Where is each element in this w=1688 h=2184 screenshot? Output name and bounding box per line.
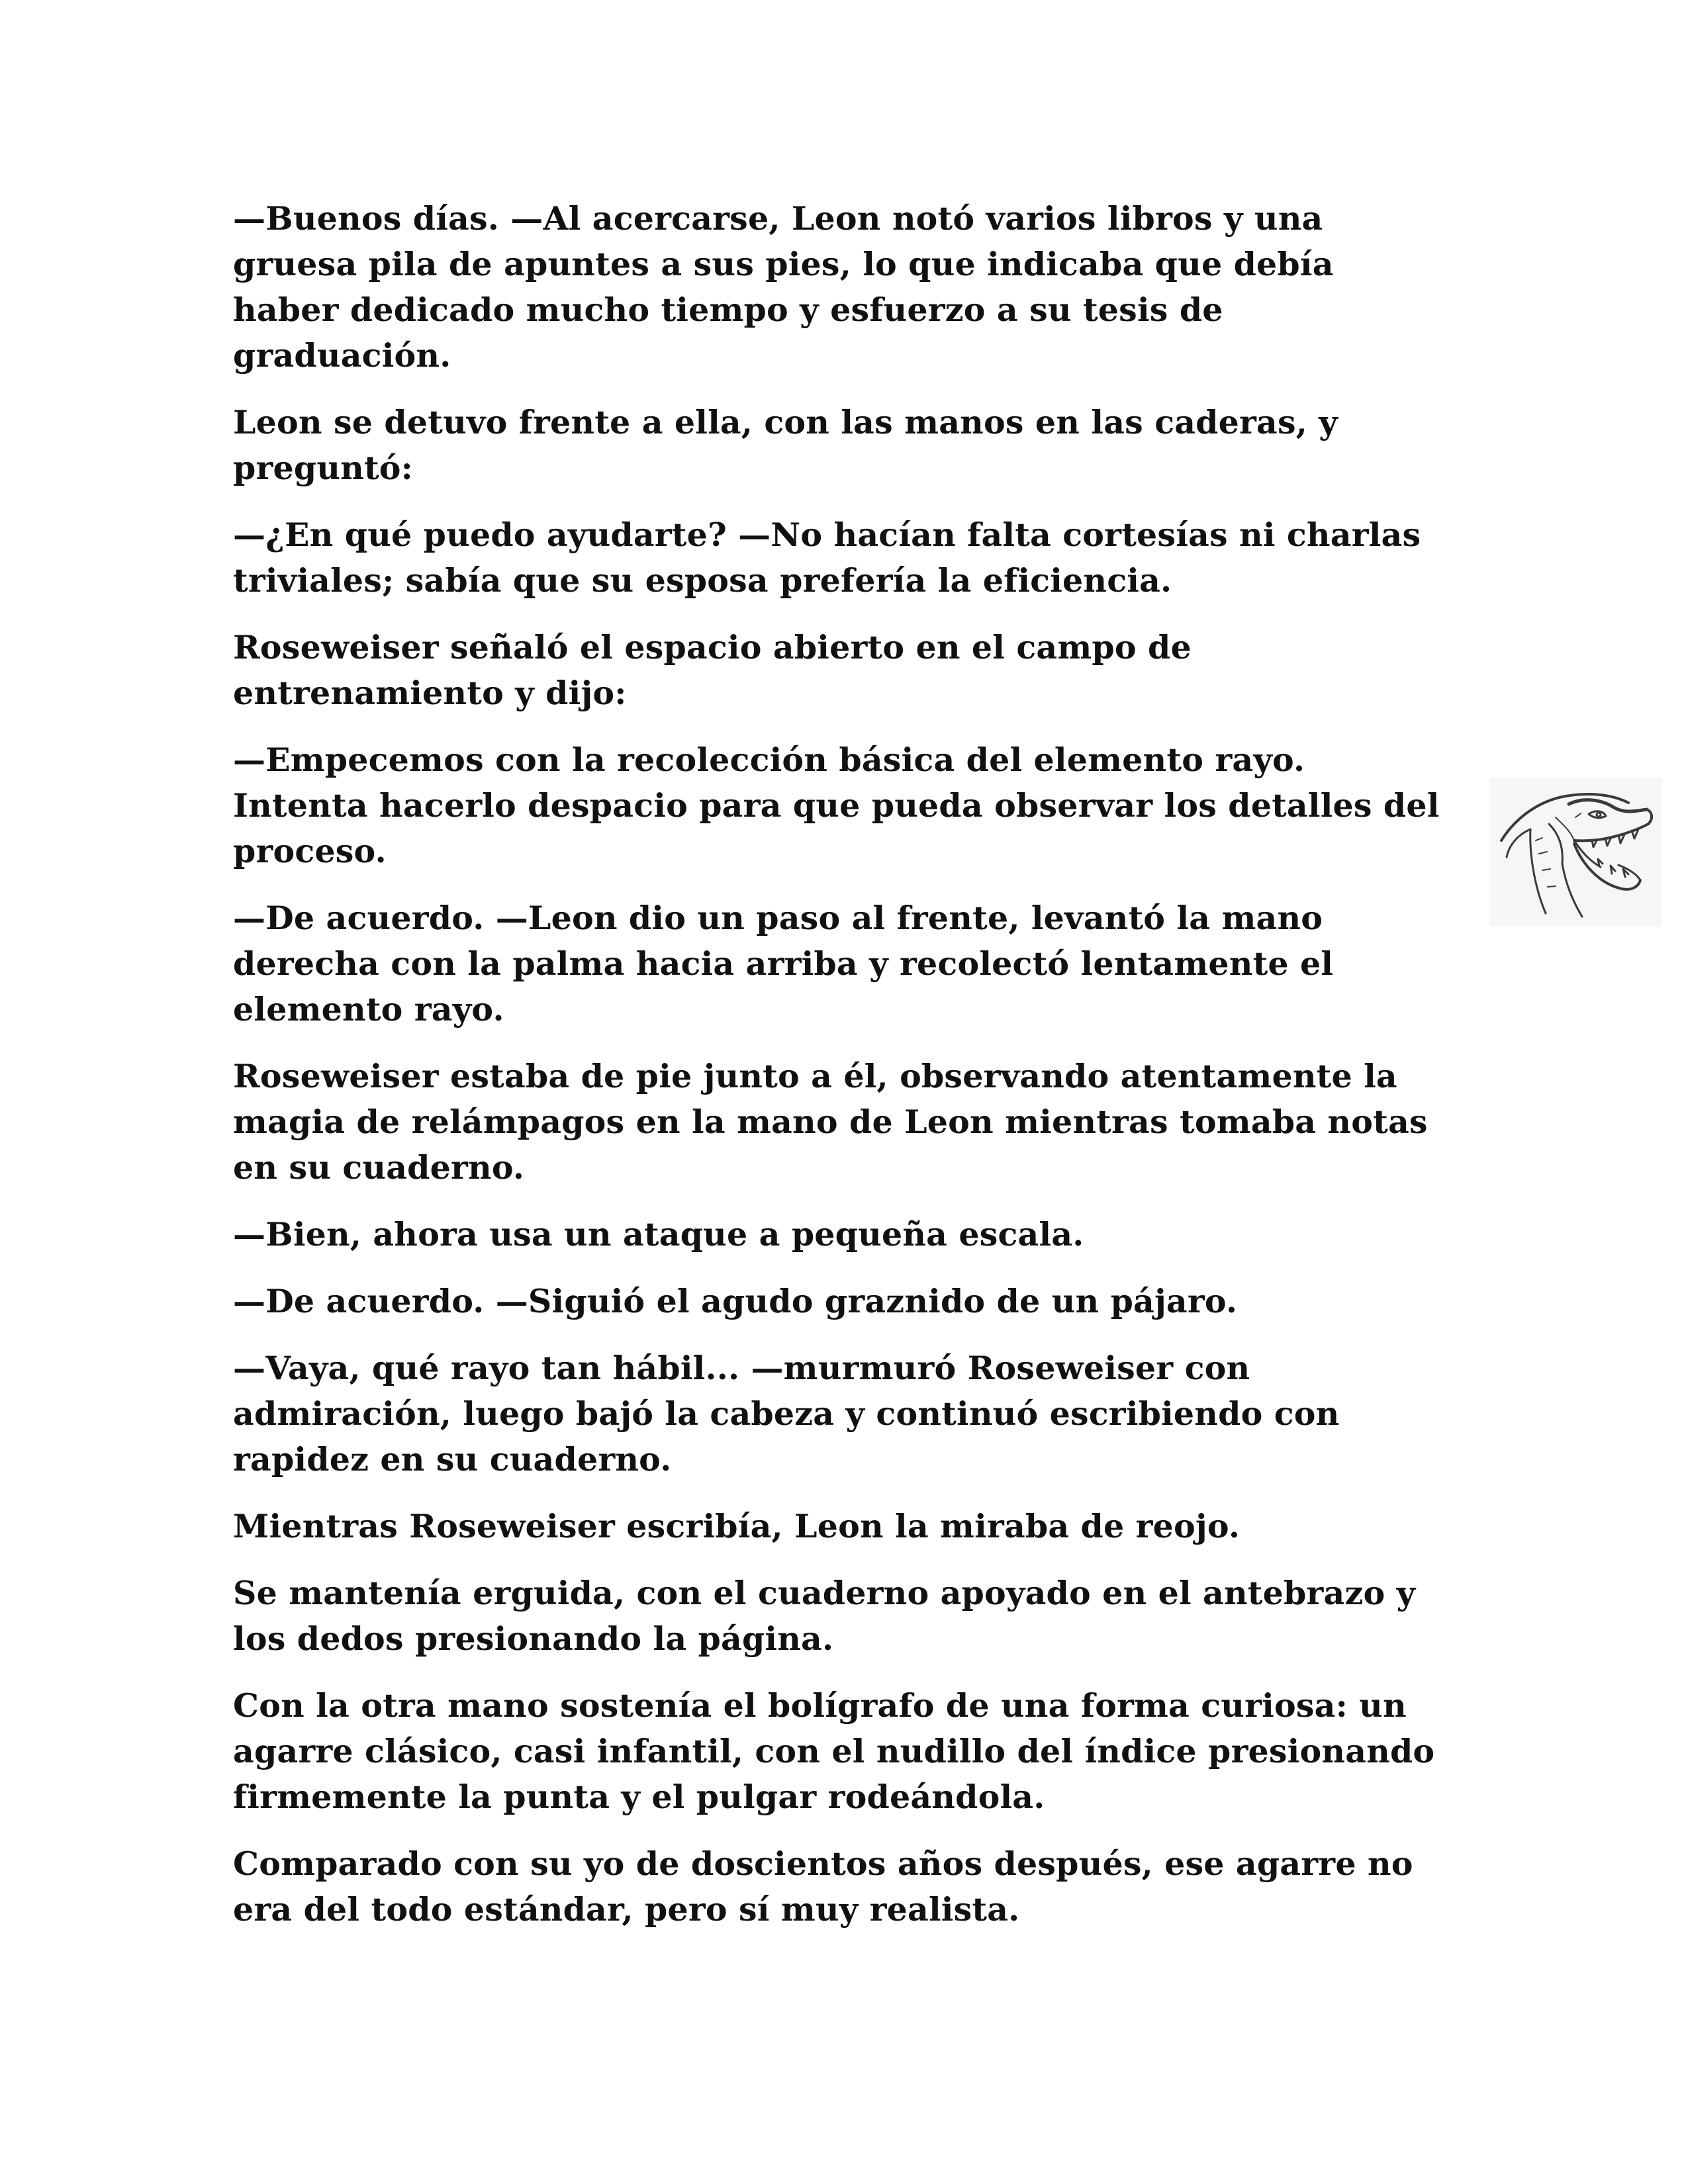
paragraph-1: —Buenos días. —Al acercarse, Leon notó varios libros y una gruesa pila de apuntes a sus pies, lo que indicaba que debía haber dedicado mucho tiempo y esfuerzo a su tesis de graduación. [233, 199, 1334, 375]
paragraph-2: Leon se detuvo frente a ella, con las manos en las caderas, y preguntó: [233, 403, 1338, 487]
paragraph-10: —Vaya, qué rayo tan hábil... —murmuró Roseweiser con admiración, luego bajó la cabeza y continuó escribiendo con rapidez en su cuaderno. [233, 1349, 1340, 1479]
paragraph-11: Mientras Roseweiser escribía, Leon la miraba de reojo. [233, 1507, 1241, 1545]
paragraph-8: —Bien, ahora usa un ataque a pequeña escala. [233, 1215, 1084, 1253]
paragraph-13: Con la otra mano sostenía el bolígrafo de una forma curiosa: un agarre clásico, casi infantil, con el nudillo del índice presionando firmemente la punta y el pulgar rodeándola. [233, 1686, 1435, 1816]
paragraph-9: —De acuerdo. —Siguió el agudo graznido de un pájaro. [233, 1282, 1238, 1320]
dinosaur-sketch [1489, 778, 1662, 927]
body-text [233, 196, 1444, 1954]
paragraph-4: Roseweiser señaló el espacio abierto en el campo de entrenamiento y dijo: [233, 628, 1192, 712]
paragraph-12: Se mantenía erguida, con el cuaderno apoyado en el antebrazo y los dedos presionando la página. [233, 1574, 1416, 1658]
dinosaur-head-icon [1489, 778, 1662, 927]
paragraph-5: —Empecemos con la recolección básica del elemento rayo. Intenta hacerlo despacio para que pueda observar los detalles del proceso. [233, 741, 1440, 870]
paragraph-6: —De acuerdo. —Leon dio un paso al frente, levantó la mano derecha con la palma hacia arriba y recolectó lentamente el elemento rayo. [233, 899, 1334, 1028]
paragraph-3: —¿En qué puedo ayudarte? —No hacían falta cortesías ni charlas triviales; sabía que su esposa prefería la eficiencia. [233, 516, 1421, 600]
paragraph-7: Roseweiser estaba de pie junto a él, observando atentamente la magia de relámpagos en la mano de Leon mientras tomaba notas en su cuaderno. [233, 1057, 1428, 1187]
paragraph-14: Comparado con su yo de doscientos años después, ese agarre no era del todo estándar, pero sí muy realista. [233, 1844, 1413, 1929]
